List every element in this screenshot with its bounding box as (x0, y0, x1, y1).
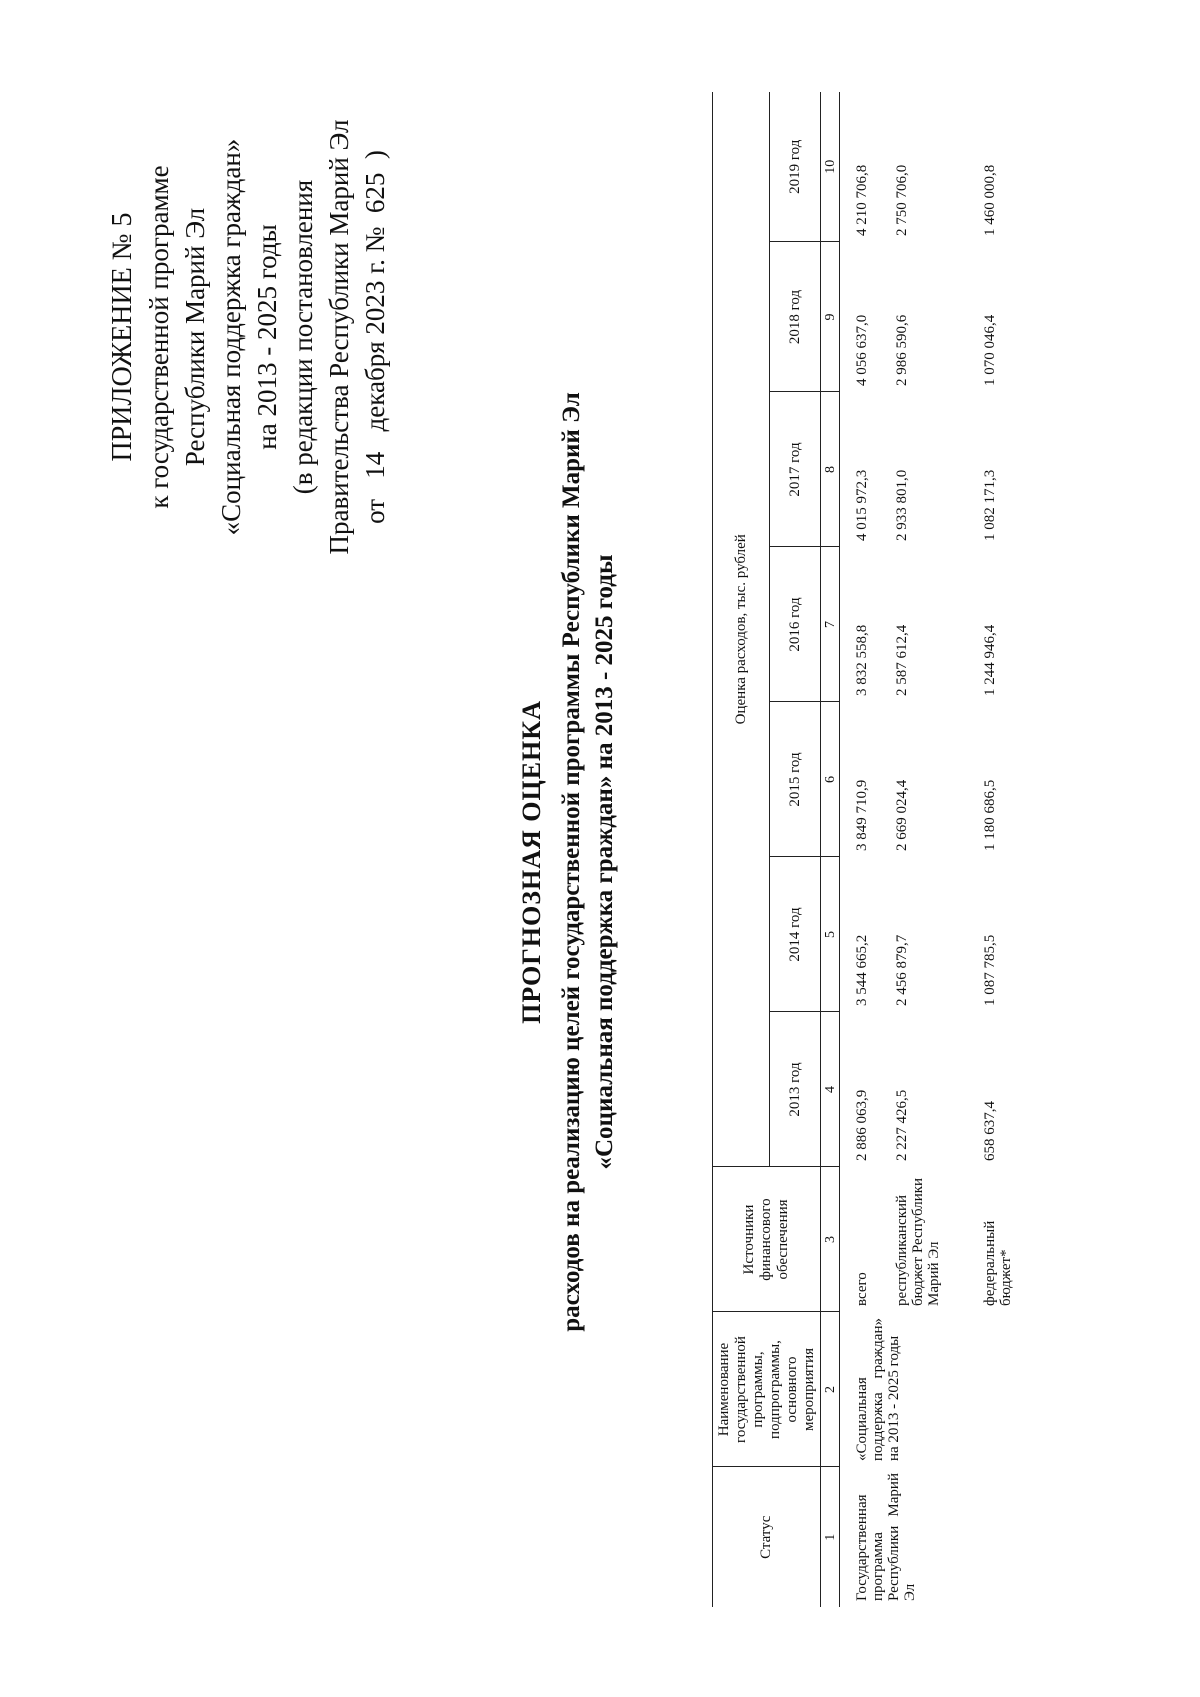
value-cell: 2 587 612,4 (894, 624, 910, 696)
column-number: 8 (821, 392, 840, 547)
appendix-line: ПРИЛОЖЕНИЕ № 5 (107, 212, 138, 462)
appendix-line: Правительства Республики Марий Эл (324, 119, 354, 555)
header-year: 2015 год (770, 702, 821, 857)
title-line-3: «Социальная поддержка граждан» на 2013 - 2025 годы (591, 554, 618, 1170)
header-name: Наименование государственной программы, подпрограммы, основного мероприятия (713, 1312, 821, 1467)
value-cell: 2 750 706,0 (894, 164, 910, 236)
header-source: Источники финансового обеспечения (713, 1167, 821, 1312)
value-cell: 1 244 946,4 (982, 624, 998, 696)
value-cell: 3 832 558,8 (854, 624, 870, 696)
title-line-1: ПРОГНОЗНАЯ ОЦЕНКА (517, 700, 546, 1024)
value-cell: 1 070 046,4 (982, 314, 998, 386)
column-number: 10 (821, 92, 840, 242)
value-cell: 2 456 879,7 (894, 934, 910, 1006)
header-year: 2019 год (770, 92, 821, 242)
header-year: 2018 год (770, 242, 821, 392)
header-year: 2014 год (770, 857, 821, 1012)
source-cell: всего (854, 1272, 870, 1306)
status-cell: Государственная программа Республики Марий Эл (854, 1473, 918, 1601)
header-status: Статус (713, 1467, 821, 1607)
value-cell: 2 986 590,6 (894, 314, 910, 386)
column-number: 9 (821, 242, 840, 392)
value-cell: 2 227 426,5 (894, 1089, 910, 1161)
table-row (840, 92, 895, 1607)
header-year: 2016 год (770, 547, 821, 702)
value-cell: 4 015 972,3 (854, 469, 870, 541)
appendix-line: Республики Марий Эл (180, 207, 210, 467)
column-number: 2 (821, 1312, 840, 1467)
value-cell: 4 056 637,0 (854, 314, 870, 386)
header-estimate: Оценка расходов, тыс. рублей (713, 92, 770, 1167)
title-line-2: расходов на реализацию целей государственной программы Республики Марий Эл (558, 392, 585, 1332)
expenses-table (712, 92, 1032, 1607)
value-cell: 1 082 171,3 (982, 469, 998, 541)
value-cell: 2 933 801,0 (894, 469, 910, 541)
value-cell: 1 460 000,8 (982, 164, 998, 236)
column-number: 5 (821, 857, 840, 1012)
document-title (515, 197, 621, 1527)
source-cell: федеральный бюджет* (982, 1220, 1014, 1306)
column-number: 3 (821, 1167, 840, 1312)
value-cell: 1 087 785,5 (982, 934, 998, 1006)
appendix-block (105, 102, 393, 572)
appendix-line: «Социальная поддержка граждан» (216, 138, 246, 536)
value-cell: 1 180 686,5 (982, 779, 998, 851)
source-cell: республиканский бюджет Республики Марий Эл (894, 1177, 942, 1306)
value-cell: 658 637,4 (982, 1101, 998, 1161)
value-cell: 2 886 063,9 (854, 1089, 870, 1161)
appendix-line: к государственной программе (144, 165, 174, 509)
column-number: 4 (821, 1012, 840, 1167)
column-number: 6 (821, 702, 840, 857)
header-year: 2013 год (770, 1012, 821, 1167)
appendix-line: от 14 декабря 2023 г. № 625 ) (360, 150, 390, 524)
column-number: 7 (821, 547, 840, 702)
value-cell: 3 544 665,2 (854, 934, 870, 1006)
value-cell: 4 210 706,8 (854, 164, 870, 236)
value-cell: 3 849 710,9 (854, 779, 870, 851)
column-number: 1 (821, 1467, 840, 1607)
appendix-line: на 2013 - 2025 годы (252, 224, 282, 450)
program-name-cell: «Социальная поддержка граждан» на 2013 - 2025 годы (854, 1318, 902, 1461)
header-year: 2017 год (770, 392, 821, 547)
appendix-line: (в редакции постановления (288, 179, 318, 495)
value-cell: 2 669 024,4 (894, 779, 910, 851)
